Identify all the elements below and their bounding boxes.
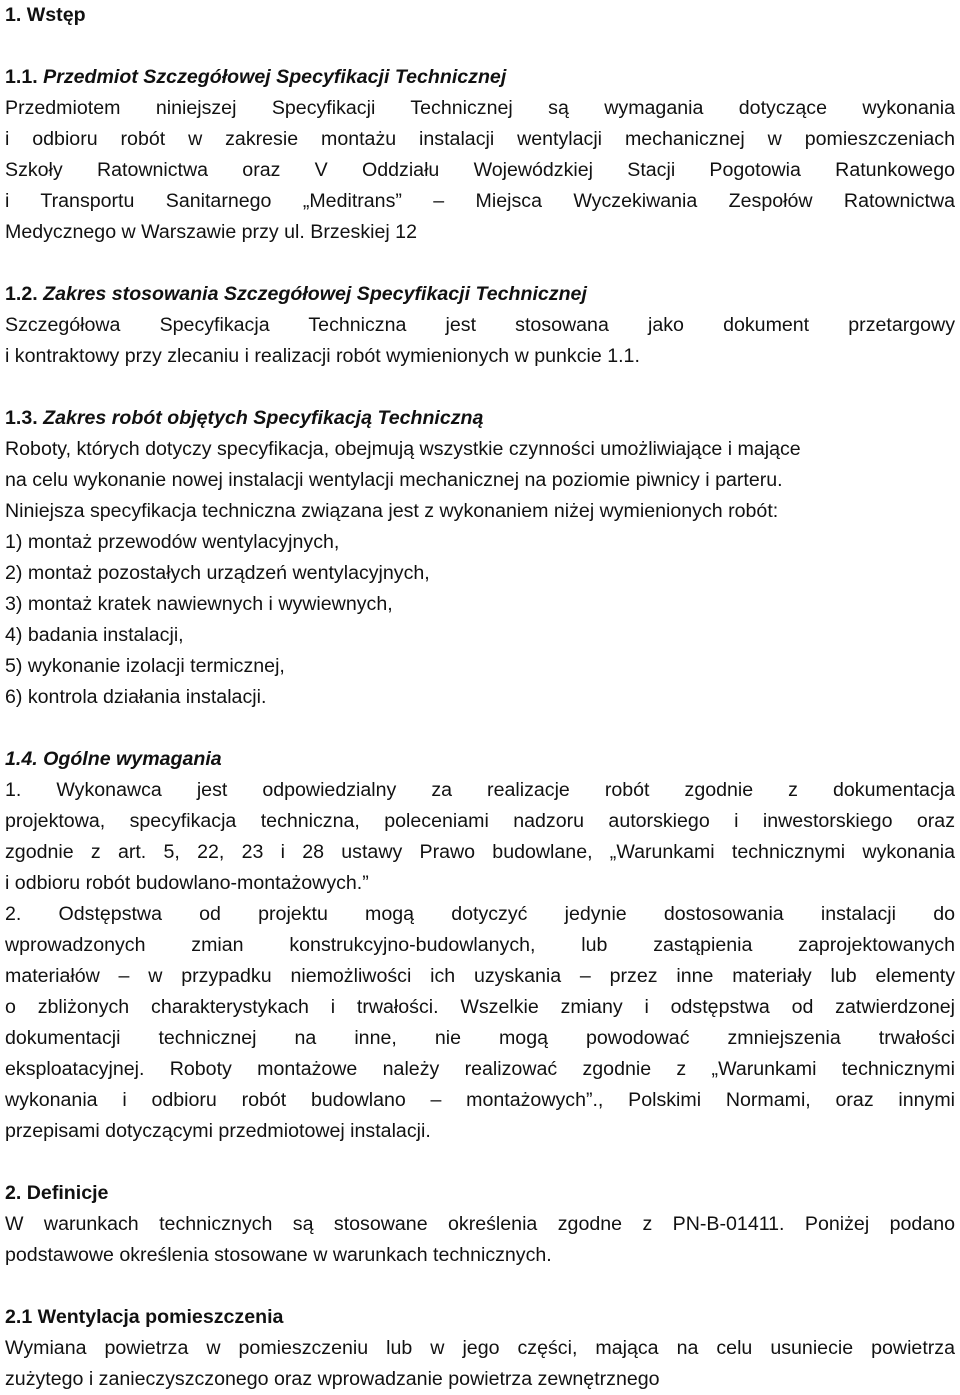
paragraph-line: eksploatacyjnej. Roboty montażowe należy realizować zgodnie z „Warunkami technicznymi [5,1058,955,1080]
paragraph-line: W warunkach technicznych są stosowane określenia zgodne z PN-B-01411. Poniżej podano [5,1213,955,1235]
paragraph-line: projektowa, specyfikacja techniczna, poleceniami nadzoru autorskiego i inwestorskiego oraz [5,810,955,832]
paragraph-line: wykonania i odbioru robót budowlano – montażowych”., Polskimi Normami, oraz innymi [5,1089,955,1111]
list-item: 4) badania instalacji, [5,624,184,646]
heading-title: Zakres stosowania Szczegółowej Specyfikacji Technicznej [43,283,587,305]
paragraph-line: 2. Odstępstwa od projektu mogą dotyczyć jedynie dostosowania instalacji do [5,903,955,925]
paragraph-line: Wymiana powietrza w pomieszczeniu lub w jego części, mająca na celu usuniecie powietrza [5,1337,955,1359]
paragraph-line: o zbliżonych charakterystykach i trwałości. Wszelkie zmiany i odstępstwa od zatwierdzonej [5,996,955,1018]
paragraph-line: Szczegółowa Specyfikacja Techniczna jest stosowana jako dokument przetargowy [5,314,955,336]
list-item: 5) wykonanie izolacji termicznej, [5,655,285,677]
heading-title: Zakres robót objętych Specyfikacją Techniczną [43,407,484,429]
list-item: 1) montaż przewodów wentylacyjnych, [5,531,340,553]
paragraph-line: Roboty, których dotyczy specyfikacja, obejmują wszystkie czynności umożliwiające i mające [5,438,801,460]
heading-2-1: 2.1 Wentylacja pomieszczenia [5,1306,284,1328]
paragraph-line: i odbioru robót w zakresie montażu instalacji wentylacji mechanicznej w pomieszczeniach [5,128,955,150]
paragraph-line: przepisami dotyczącymi przedmiotowej instalacji. [5,1120,431,1142]
heading-number: 1.3. [5,407,38,429]
heading-1-2 [5,279,955,310]
paragraph-line: Szkoły Ratownictwa oraz V Oddziału Wojewódzkiej Stacji Pogotowia Ratunkowego [5,159,955,181]
heading-number: 1.1. [5,66,38,88]
paragraph-line: i kontraktowy przy zlecaniu i realizacji robót wymienionych w punkcie 1.1. [5,345,640,367]
paragraph-line: Przedmiotem niniejszej Specyfikacji Technicznej są wymagania dotyczące wykonania [5,97,955,119]
paragraph-line: i odbioru robót budowlano-montażowych.” [5,872,369,894]
heading-2: 2. Definicje [5,1182,109,1204]
spacer [5,713,955,744]
paragraph-line: wprowadzonych zmian konstrukcyjno-budowlanych, lub zastąpienia zaprojektowanych [5,934,955,956]
paragraph-line: Niniejsza specyfikacja techniczna związana jest z wykonaniem niżej wymienionych robót: [5,500,779,522]
spacer [5,372,955,403]
document-page [5,0,955,1395]
paragraph-line: podstawowe określenia stosowane w warunkach technicznych. [5,1244,552,1266]
list-item: 6) kontrola działania instalacji. [5,686,267,708]
heading-1: 1. Wstęp [5,4,86,26]
heading-title: Przedmiot Szczegółowej Specyfikacji Technicznej [43,66,507,88]
paragraph-line: 1. Wykonawca jest odpowiedzialny za realizacje robót zgodnie z dokumentacja [5,779,955,801]
list-item: 2) montaż pozostałych urządzeń wentylacyjnych, [5,562,430,584]
heading-number: 1.2. [5,283,38,305]
paragraph-line: materiałów – w przypadku niemożliwości ich uzyskania – przez inne materiały lub elementy [5,965,955,987]
heading-1-1 [5,62,955,93]
paragraph-line: i Transportu Sanitarnego „Meditrans” – Miejsca Wyczekiwania Zespołów Ratownictwa [5,190,955,212]
list-item: 3) montaż kratek nawiewnych i wywiewnych, [5,593,393,615]
spacer [5,1271,955,1302]
paragraph-line: dokumentacji technicznej na inne, nie mogą powodować zmniejszenia trwałości [5,1027,955,1049]
paragraph-line: zużytego i zanieczyszczonego oraz wprowadzanie powietrza zewnętrznego [5,1368,660,1390]
spacer [5,248,955,279]
paragraph-line: Medycznego w Warszawie przy ul. Brzeskiej 12 [5,221,417,243]
heading-1-3 [5,403,955,434]
paragraph-line: zgodnie z art. 5, 22, 23 i 28 ustawy Prawo budowlane, „Warunkami technicznymi wykonania [5,841,955,863]
spacer [5,31,955,62]
heading-1-4: 1.4. Ogólne wymagania [5,748,222,770]
paragraph-line: na celu wykonanie nowej instalacji wentylacji mechanicznej na poziomie piwnicy i parteru. [5,469,783,491]
spacer [5,1147,955,1178]
